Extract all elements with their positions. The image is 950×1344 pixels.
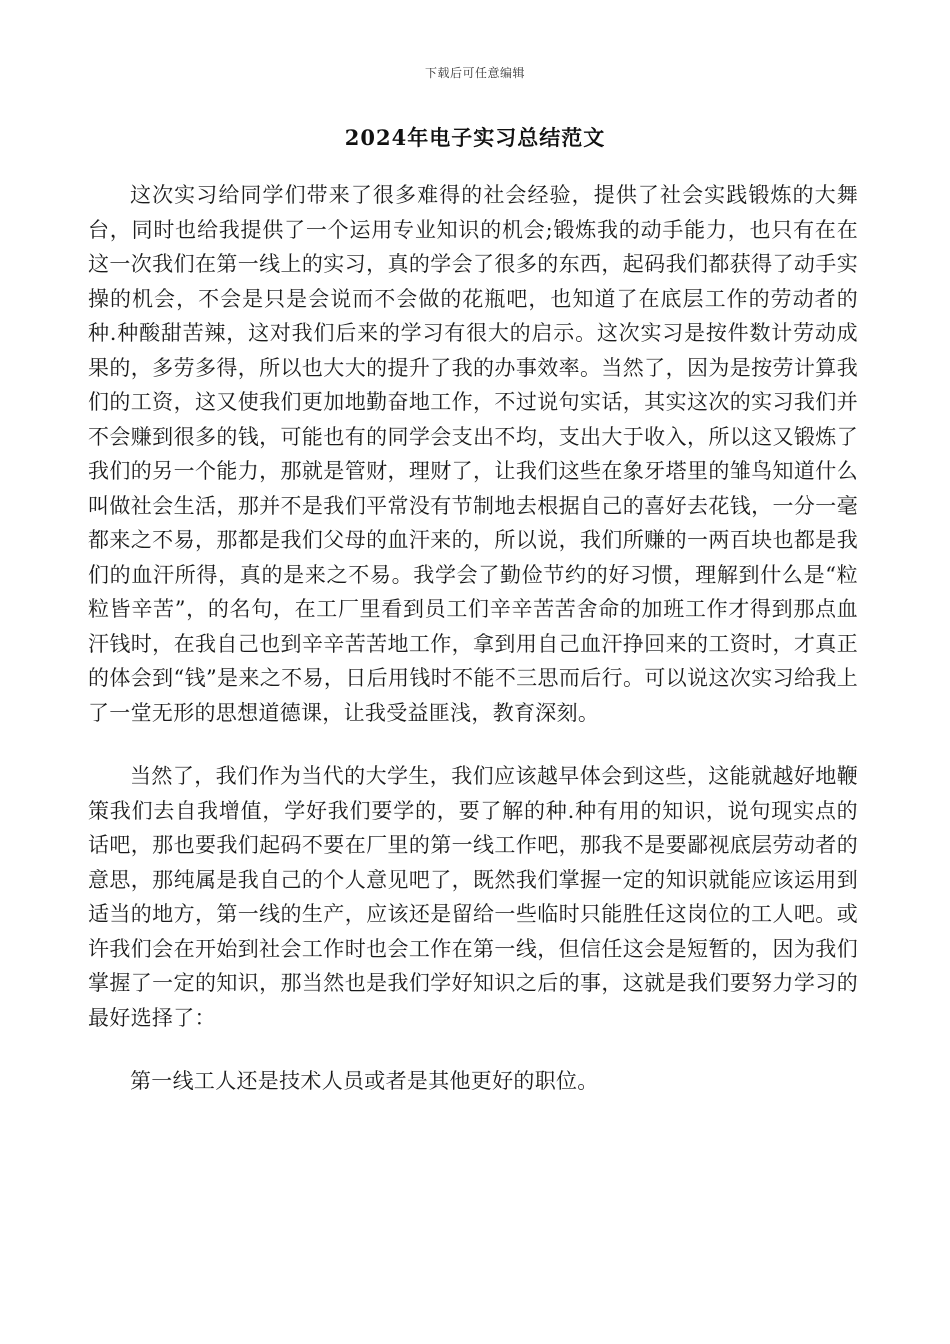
body-paragraph: 当然了，我们作为当代的大学生，我们应该越早体会到这些，这能就越好地鞭策我们去自我增值，学好我们要学的，要了解的种.种有用的知识，说句现实点的话吧，那也要我们起码不要在厂里的第一线工作吧，那我不是要鄙视底层劳动者的意思，那纯属是我自己的个人意见吧了，既然我们掌握一定的知识就能应该运用到适当的地方，第一线的生产，应该还是留给一些临时只能胜任这岗位的工人吧。或许我们会在开始到社会工作时也会工作在第一线，但信任这会是短暂的，因为我们掌握了一定的知识，那当然也是我们学好知识之后的事，这就是我们要努力学习的最好选择了： [88, 764, 858, 1030]
body-paragraph: 这次实习给同学们带来了很多难得的社会经验，提供了社会实践锻炼的大舞台，同时也给我提供了一个运用专业知识的机会;锻炼我的动手能力，也只有在在这一次我们在第一线上的实习，真的学会了很多的东西，起码我们都获得了动手实操的机会，不会是只是会说而不会做的花瓶吧，也知道了在底层工作的劳动者的种.种酸甜苦辣，这对我们后来的学习有很大的启示。这次实习是按件数计劳动成果的，多劳多得，所以也大大的提升了我的办事效率。当然了，因为是按劳计算我们的工资，这又使我们更加地勤奋地工作，不过说句实话，其实这次的实习我们并不会赚到很多的钱，可能也有的同学会支出不均，支出大于收入，所以这又锻炼了我们的另一个能力，那就是管财，理财了，让我们这些在象牙塔里的雏鸟知道什么叫做社会生活，那并不是我们平常没有节制地去根据自己的喜好去花钱，一分一毫都来之不易，那都是我们父母的血汗来的，所以说，我们所赚的一两百块也都是我们的血汗所得，真的是来之不易。我学会了勤俭节约的好习惯，理解到什么是“粒粒皆辛苦”，的名句，在工厂里看到员工们辛辛苦苦舍命的加班工作才得到那点血汗钱时，在我自己也到辛辛苦苦地工作，拿到用自己血汗挣回来的工资时，才真正的体会到“钱”是来之不易，日后用钱时不能不三思而后行。可以说这次实习给我上了一堂无形的思想道德课，让我受益匪浅，教育深刻。 [88, 183, 858, 725]
body-paragraph: 第一线工人还是技术人员或者是其他更好的职位。 [130, 1069, 599, 1093]
document-title: 2024年电子实习总结范文 [344, 125, 606, 150]
document-body [88, 178, 858, 1099]
header-note: 下载后可任意编辑 [424, 66, 525, 80]
